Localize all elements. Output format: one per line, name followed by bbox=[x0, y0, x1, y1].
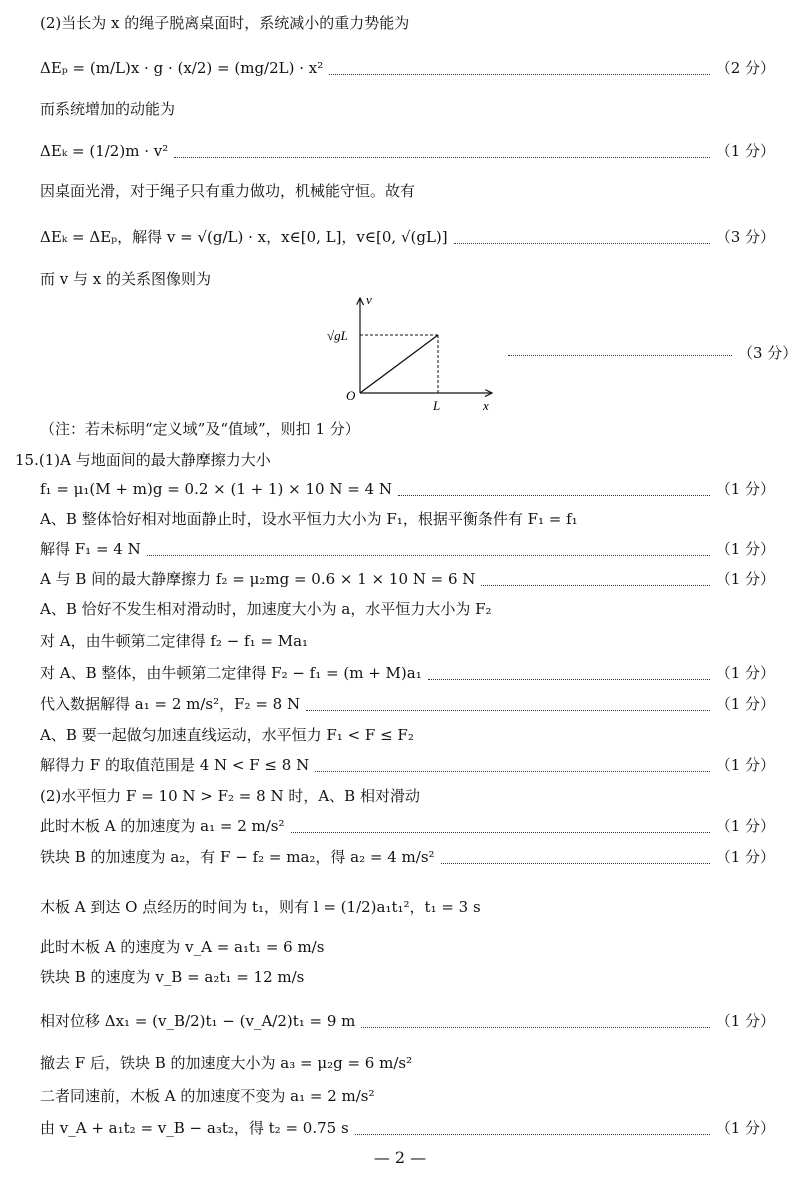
score-label: （2 分） bbox=[715, 59, 775, 77]
line-text: (2)当长为 x 的绳子脱离桌面时，系统减小的重力势能为 bbox=[40, 14, 410, 32]
leader-dots bbox=[454, 231, 710, 244]
leader-dots bbox=[428, 667, 710, 680]
solution-line bbox=[40, 693, 775, 715]
line-text: 解得力 F 的取值范围是 4 N < F ≤ 8 N bbox=[40, 756, 310, 774]
line-text: A、B 整体恰好相对地面静止时，设水平恒力大小为 F₁，根据平衡条件有 F₁ = f₁ bbox=[40, 510, 578, 528]
leader-dots bbox=[329, 62, 709, 75]
solution-line bbox=[40, 140, 775, 162]
solution-line bbox=[40, 478, 775, 500]
leader-dots bbox=[306, 698, 710, 711]
leader-dots bbox=[398, 483, 710, 496]
line-text: 对 A，由牛顿第二定律得 f₂ − f₁ = Ma₁ bbox=[40, 632, 309, 650]
y-axis-label: v bbox=[366, 292, 372, 307]
solution-line bbox=[40, 846, 775, 868]
line-text: 解得 F₁ = 4 N bbox=[40, 540, 141, 558]
line-text: A 与 B 间的最大静摩擦力 f₂ = μ₂mg = 0.6 × 1 × 10 N = 6 N bbox=[40, 570, 476, 588]
line-text: （注：若未标明“定义域”及“值域”，则扣 1 分） bbox=[40, 420, 360, 438]
origin-label: O bbox=[346, 388, 356, 403]
score-label: （1 分） bbox=[715, 664, 775, 682]
solution-line bbox=[40, 538, 775, 560]
line-text: 15.(1)A 与地面间的最大静摩擦力大小 bbox=[15, 451, 271, 469]
line-text: A、B 恰好不发生相对滑动时，加速度大小为 a，水平恒力大小为 F₂ bbox=[40, 600, 492, 618]
line-text: 对 A、B 整体，由牛顿第二定律得 F₂ − f₁ = (m + M)a₁ bbox=[40, 664, 422, 682]
score-label: （1 分） bbox=[715, 142, 775, 160]
score-label: （1 分） bbox=[715, 756, 775, 774]
line-text: 代入数据解得 a₁ = 2 m/s²，F₂ = 8 N bbox=[40, 695, 301, 713]
line-text: 二者同速前，木板 A 的加速度不变为 a₁ = 2 m/s² bbox=[40, 1087, 375, 1105]
score-label: （1 分） bbox=[715, 480, 775, 498]
line-text: ΔEₖ = (1/2)m · v² bbox=[40, 142, 169, 160]
graph-leader-dots bbox=[508, 343, 732, 356]
line-text: 木板 A 到达 O 点经历的时间为 t₁，则有 l = (1/2)a₁t₁²，t₁ = 3 s bbox=[40, 898, 481, 916]
solution-line bbox=[40, 724, 775, 746]
solution-line bbox=[40, 1010, 775, 1032]
line-text: 铁块 B 的加速度为 a₂，有 F − f₂ = ma₂，得 a₂ = 4 m/s² bbox=[40, 848, 435, 866]
line-text: ΔEₖ = ΔEₚ，解得 v = √(g/L) · x，x∈[0, L]，v∈[0, √(gL)] bbox=[40, 228, 448, 246]
solution-line bbox=[40, 785, 775, 807]
score-label: （1 分） bbox=[715, 1012, 775, 1030]
solution-line bbox=[40, 815, 775, 837]
y-mark-label: √gL bbox=[327, 328, 348, 343]
leader-dots bbox=[355, 1122, 710, 1135]
solution-line bbox=[40, 98, 775, 120]
line-text: 而系统增加的动能为 bbox=[40, 100, 176, 118]
solution-line bbox=[40, 754, 775, 776]
line-text: 因桌面光滑，对于绳子只有重力做功，机械能守恒。故有 bbox=[40, 182, 416, 200]
solution-line bbox=[40, 180, 775, 202]
score-label: （3 分） bbox=[715, 228, 775, 246]
solution-line bbox=[40, 12, 775, 34]
solution-line bbox=[40, 1117, 775, 1139]
solution-line bbox=[40, 57, 775, 79]
leader-dots bbox=[441, 851, 710, 864]
page-number: — 2 — bbox=[373, 1148, 427, 1167]
v-x-graph bbox=[320, 290, 510, 415]
graph-score: （3 分） bbox=[738, 344, 798, 362]
solution-line bbox=[40, 568, 775, 590]
leader-dots bbox=[481, 573, 709, 586]
x-mark-label: L bbox=[433, 398, 441, 413]
line-text: ΔEₚ = (m/L)x · g · (x/2) = (mg/2L) · x² bbox=[40, 59, 324, 77]
solution-line bbox=[15, 449, 775, 471]
line-text: (2)水平恒力 F = 10 N > F₂ = 8 N 时，A、B 相对滑动 bbox=[40, 787, 420, 805]
x-axis-label: x bbox=[483, 398, 489, 413]
score-label: （1 分） bbox=[715, 1119, 775, 1137]
solution-line bbox=[40, 268, 775, 290]
score-label: （1 分） bbox=[715, 570, 775, 588]
line-text: 铁块 B 的速度为 v_B = a₂t₁ = 12 m/s bbox=[40, 968, 305, 986]
line-text: f₁ = μ₁(M + m)g = 0.2 × (1 + 1) × 10 N = 4 N bbox=[40, 480, 393, 498]
line-text: 此时木板 A 的速度为 v_A = a₁t₁ = 6 m/s bbox=[40, 938, 325, 956]
line-text: 由 v_A + a₁t₂ = v_B − a₃t₂，得 t₂ = 0.75 s bbox=[40, 1119, 349, 1137]
solution-line bbox=[40, 896, 775, 918]
solution-line bbox=[40, 1052, 775, 1074]
leader-dots bbox=[174, 145, 709, 158]
line-text: 此时木板 A 的加速度为 a₁ = 2 m/s² bbox=[40, 817, 285, 835]
leader-dots bbox=[291, 820, 710, 833]
score-label: （1 分） bbox=[715, 540, 775, 558]
line-text: 相对位移 Δx₁ = (v_B/2)t₁ − (v_A/2)t₁ = 9 m bbox=[40, 1012, 356, 1030]
leader-dots bbox=[315, 759, 709, 772]
v-x-line bbox=[360, 335, 438, 393]
score-label: （1 分） bbox=[715, 695, 775, 713]
solution-line bbox=[40, 936, 775, 958]
line-text: 而 v 与 x 的关系图像则为 bbox=[40, 270, 212, 288]
solution-line bbox=[40, 966, 775, 988]
solution-line bbox=[40, 630, 775, 652]
line-text: 撤去 F 后，铁块 B 的加速度大小为 a₃ = μ₂g = 6 m/s² bbox=[40, 1054, 413, 1072]
leader-dots bbox=[147, 543, 710, 556]
solution-line bbox=[40, 226, 775, 248]
leader-dots bbox=[361, 1015, 709, 1028]
score-label: （1 分） bbox=[715, 848, 775, 866]
line-text: A、B 要一起做匀加速直线运动，水平恒力 F₁ < F ≤ F₂ bbox=[40, 726, 414, 744]
solution-line bbox=[40, 508, 775, 530]
solution-line bbox=[40, 662, 775, 684]
solution-line bbox=[40, 1085, 775, 1107]
score-label: （1 分） bbox=[715, 817, 775, 835]
solution-line bbox=[40, 598, 775, 620]
solution-line bbox=[40, 418, 775, 440]
